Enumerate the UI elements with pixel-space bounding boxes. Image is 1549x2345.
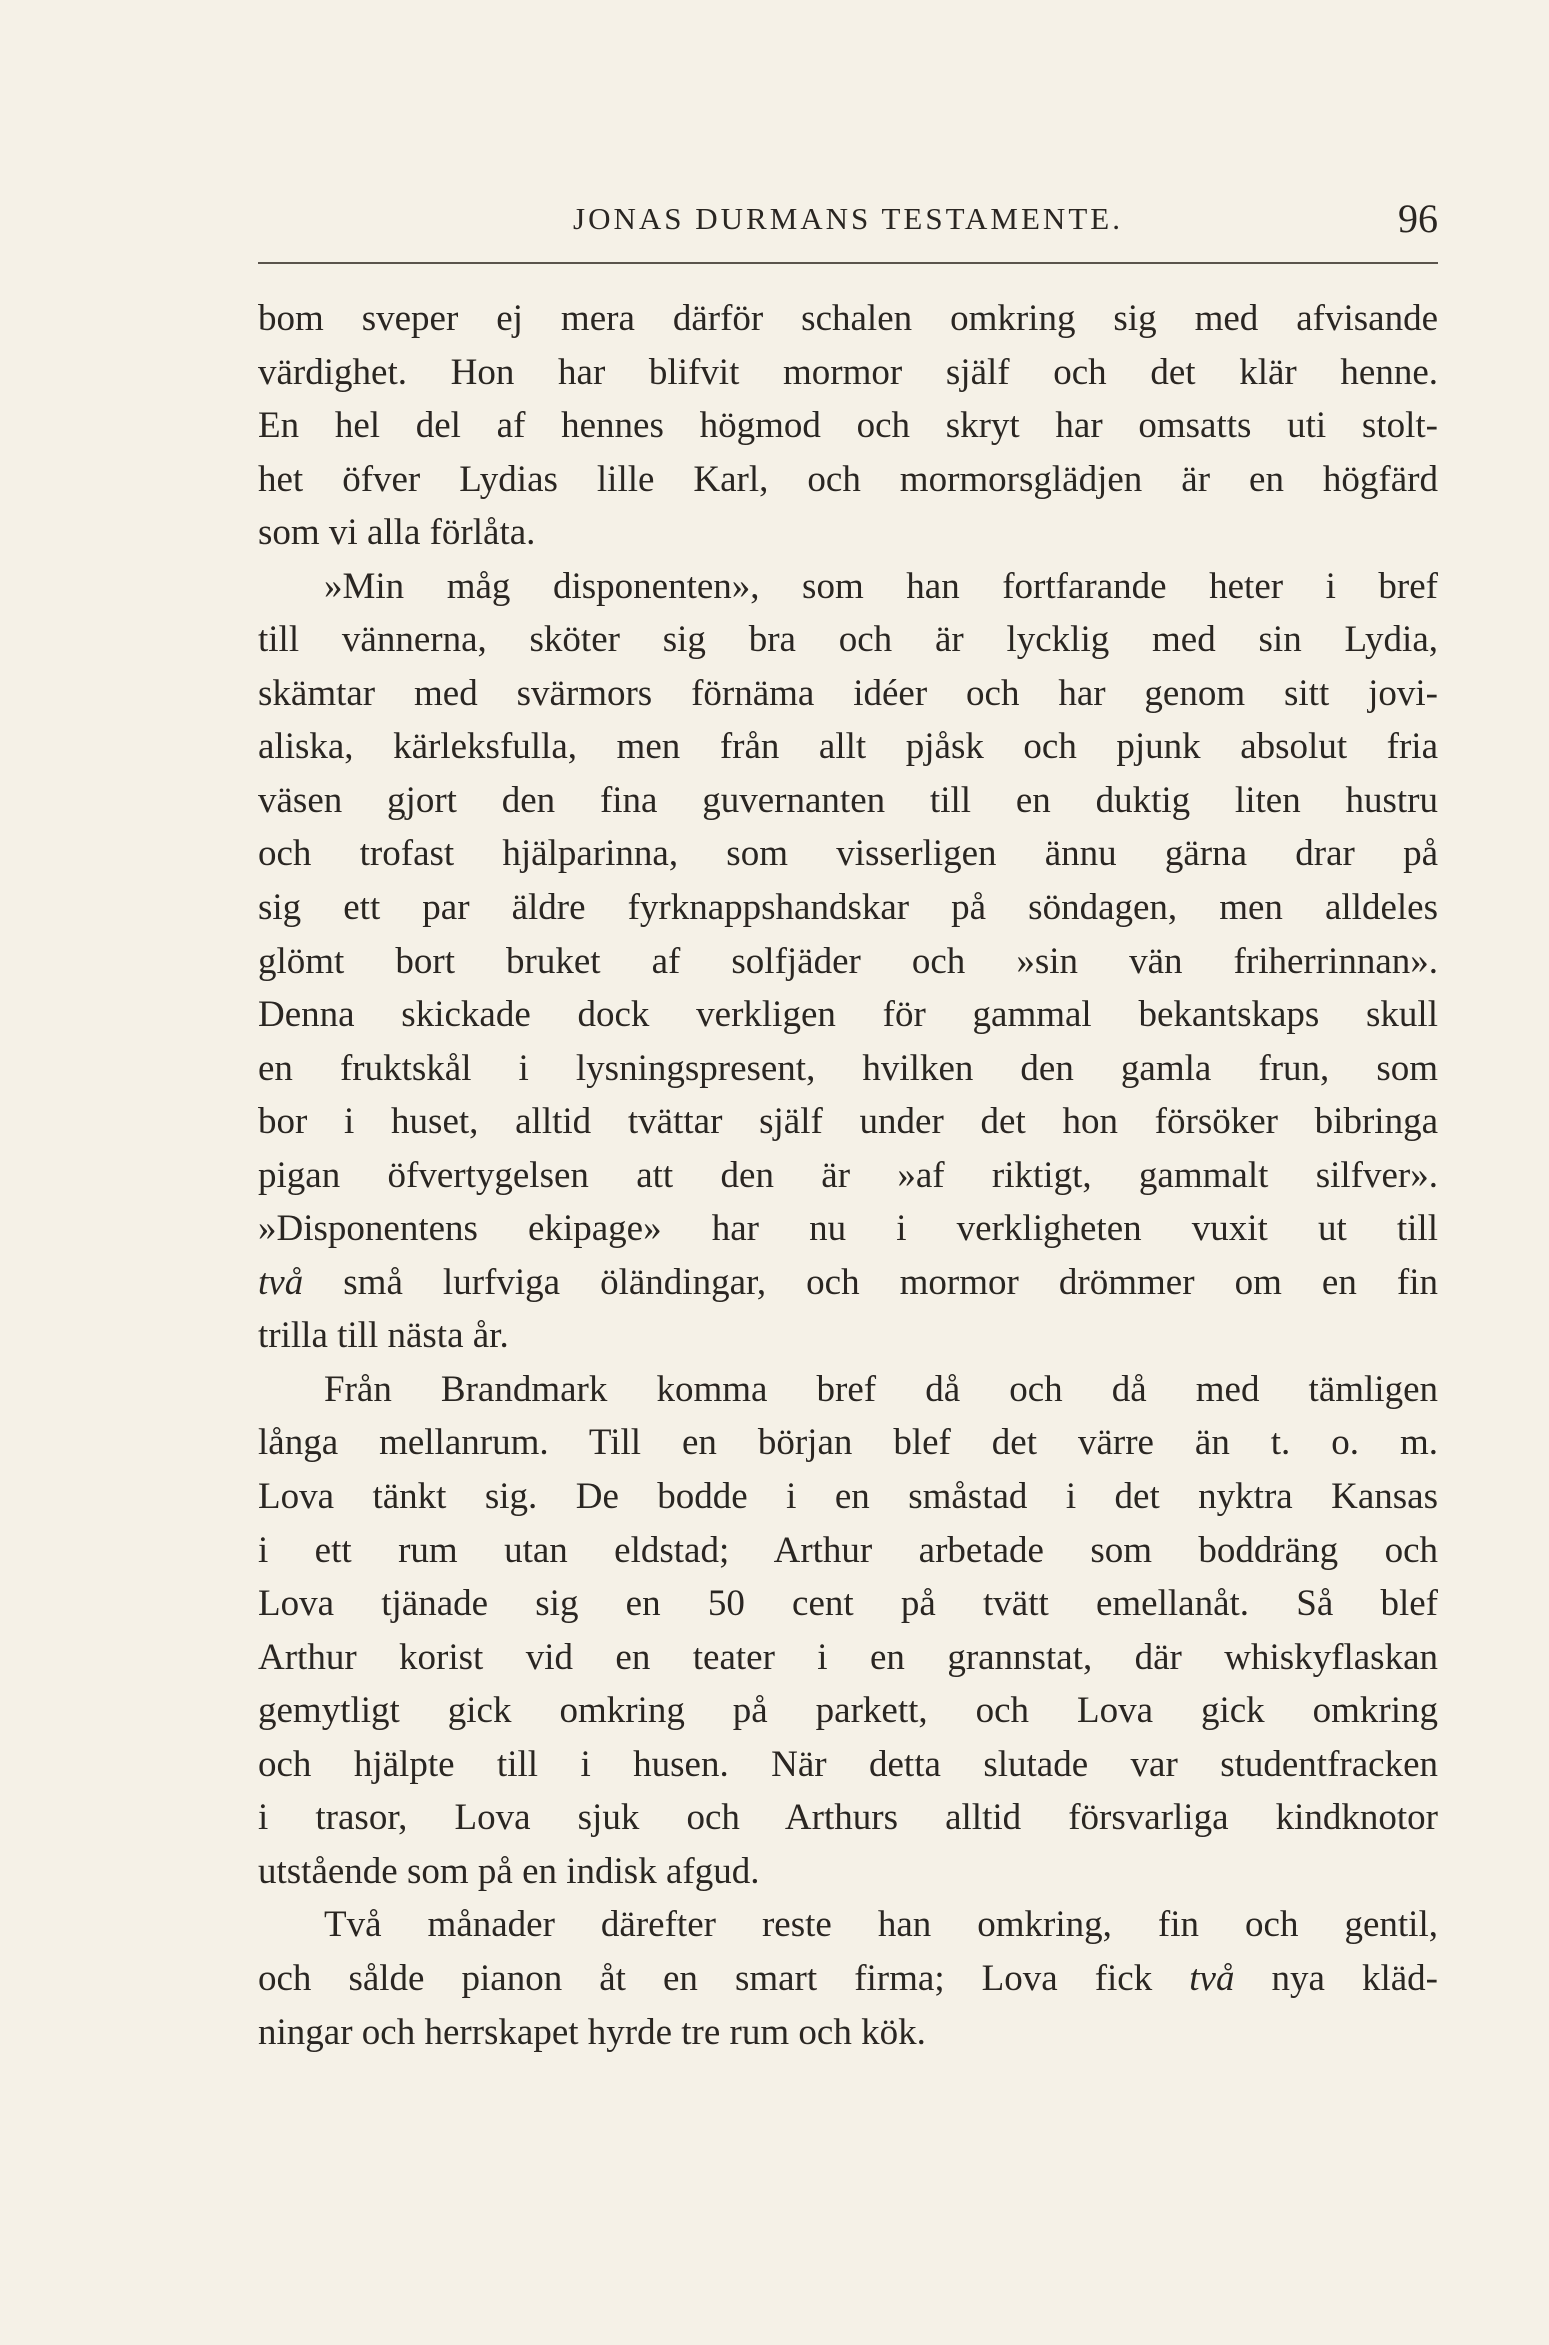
running-title: JONAS DURMANS TESTAMENTE.: [573, 201, 1123, 236]
text-line: gemytligt gick omkring på parkett, och Lova gick omkring: [258, 1690, 1438, 1732]
text-line: bom sveper ej mera därför schalen omkring sig med afvisande: [258, 298, 1438, 339]
text-line: två små lurfviga öländingar, och mormor drömmer om en fin: [258, 1261, 1438, 1303]
italic-word: två: [1189, 1957, 1235, 1999]
text-line: Arthur korist vid en teater i en grannstat, där whiskyflaskan: [258, 1636, 1438, 1678]
text-line: »Disponentens ekipage» har nu i verkligheten vuxit ut till: [258, 1208, 1438, 1250]
text-line: till vännerna, sköter sig bra och är lycklig med sin Lydia,: [258, 619, 1438, 661]
text-line: värdighet. Hon har blifvit mormor själf och det klär henne.: [258, 351, 1438, 393]
text-line: het öfver Lydias lille Karl, och mormorsglädjen är en högfärd: [258, 458, 1438, 500]
header-rule: [258, 262, 1438, 264]
text-line: utstående som på en indisk afgud.: [258, 1850, 760, 1892]
text-line: bor i huset, alltid tvättar själf under det hon försöker bibringa: [258, 1101, 1438, 1143]
italic-word: två: [258, 1261, 304, 1303]
text-line: och sålde pianon åt en smart firma; Lova fick två nya kläd-: [258, 1957, 1438, 1999]
text-line: långa mellanrum. Till en början blef det värre än t. o. m.: [258, 1422, 1438, 1464]
text-line: Från Brandmark komma bref då och då med tämligen: [324, 1368, 1438, 1410]
body-text: [258, 292, 1438, 2059]
text-line: och trofast hjälparinna, som visserligen ännu gärna drar på: [258, 833, 1438, 875]
text-line: skämtar med svärmors förnäma idéer och har genom sitt jovi-: [258, 672, 1438, 714]
page-number: 96: [1398, 196, 1438, 241]
text-line: som vi alla förlåta.: [258, 512, 536, 554]
text-line: pigan öfvertygelsen att den är »af riktigt, gammalt silfver».: [258, 1154, 1438, 1196]
text-line: Två månader därefter reste han omkring, fin och gentil,: [324, 1904, 1438, 1946]
text-line: aliska, kärleksfulla, men från allt pjåsk och pjunk absolut fria: [258, 726, 1438, 768]
text-line: en fruktskål i lysningspresent, hvilken den gamla frun, som: [258, 1047, 1438, 1089]
text-line: Lova tänkt sig. De bodde i en småstad i det nyktra Kansas: [258, 1476, 1438, 1518]
text-line: väsen gjort den fina guvernanten till en duktig liten hustru: [258, 779, 1438, 821]
text-line: glömt bort bruket af solfjäder och »sin vän friherrinnan».: [258, 940, 1438, 982]
text-line: Lova tjänade sig en 50 cent på tvätt emellanåt. Så blef: [258, 1583, 1438, 1625]
text-line: En hel del af hennes högmod och skryt har omsatts uti stolt-: [258, 405, 1438, 447]
text-line: i ett rum utan eldstad; Arthur arbetade som boddräng och: [258, 1529, 1438, 1571]
text-line: Denna skickade dock verkligen för gammal bekantskaps skull: [258, 994, 1438, 1036]
text-line: ningar och herrskapet hyrde tre rum och kök.: [258, 2011, 926, 2053]
text-line: och hjälpte till i husen. När detta slutade var studentfracken: [258, 1743, 1438, 1785]
text-line: i trasor, Lova sjuk och Arthurs alltid försvarliga kindknotor: [258, 1797, 1438, 1839]
text-line: »Min måg disponenten», som han fortfarande heter i bref: [324, 565, 1438, 607]
text-line: sig ett par äldre fyrknappshandskar på söndagen, men alldeles: [258, 887, 1438, 929]
text-line: trilla till nästa år.: [258, 1315, 509, 1357]
page-header: [258, 195, 1438, 255]
